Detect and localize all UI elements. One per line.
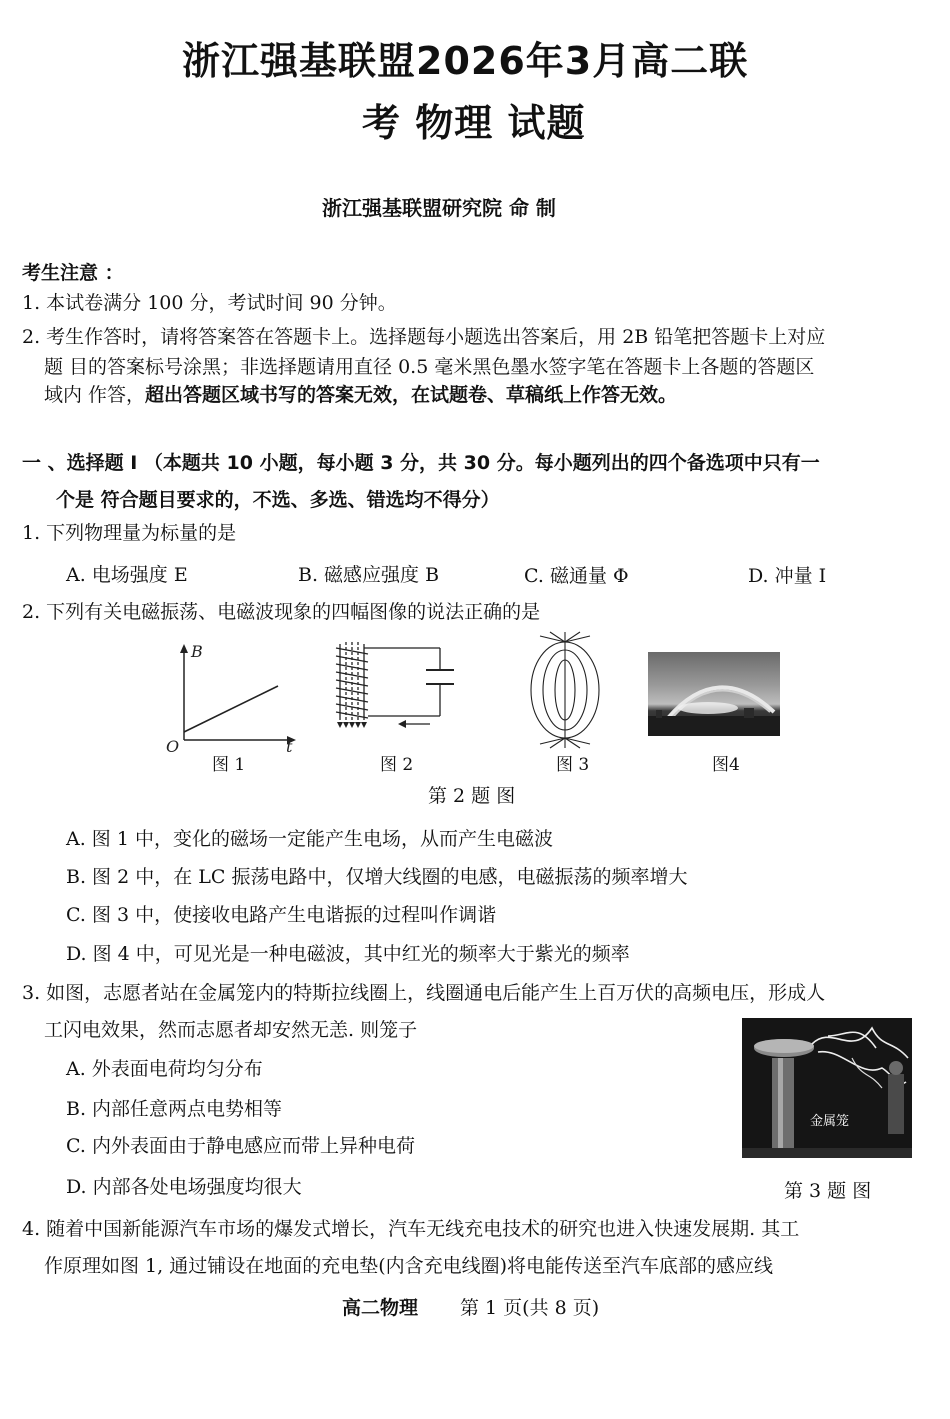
- q2-figure-1-graph: [160, 640, 300, 755]
- q2-option-b: B. 图 2 中，在 LC 振荡电路中，仅增大线圈的电感，电磁振荡的频率增大: [66, 866, 688, 888]
- notice-bold: 超出答题区域书写的答案无效，在试题卷、草稿纸上作答无效。: [145, 384, 678, 406]
- q3-option-c: C. 内外表面由于静电感应而带上异种电荷: [66, 1135, 415, 1157]
- q3-tesla-coil-photo: [742, 1018, 912, 1158]
- q3-photo-label: 金属笼: [810, 1114, 850, 1129]
- q2-stem: 2. 下列有关电磁振荡、电磁波现象的四幅图像的说法正确的是: [22, 601, 541, 623]
- q3-stem-line2: 工闪电效果，然而志愿者却安然无恙. 则笼子: [44, 1019, 418, 1041]
- exam-title-line1: 浙江强基联盟2026年3月高二联: [182, 39, 749, 83]
- q2-caption: 第 2 题 图: [428, 785, 516, 807]
- q2-figure-2-lc-circuit: [330, 640, 470, 730]
- q4-stem-line1: 4. 随着中国新能源汽车市场的爆发式增长，汽车无线充电技术的研究也进入快速发展期. 其工: [22, 1218, 800, 1240]
- section-heading-line2: 个是 符合题目要求的，不选、多选、错选均不得分）: [56, 489, 500, 511]
- q3-option-b: B. 内部任意两点电势相等: [66, 1098, 283, 1120]
- notice-text: 域内 作答，: [44, 384, 146, 406]
- notice-item-1: 1. 本试卷满分 100 分，考试时间 90 分钟。: [22, 292, 397, 314]
- q2-option-c: C. 图 3 中，使接收电路产生电谐振的过程叫作调谐: [66, 904, 497, 926]
- q2-option-a: A. 图 1 中，变化的磁场一定能产生电场，从而产生电磁波: [66, 828, 553, 850]
- q3-option-d: D. 内部各处电场强度均很大: [66, 1176, 302, 1198]
- notice-item-2: 2. 考生作答时，请将答案答在答题卡上。选择题每小题选出答案后，用 2B 铅笔把答题卡上对应: [22, 326, 826, 348]
- q1-option-c: C. 磁通量 Φ: [524, 565, 629, 587]
- axis-label-t: t: [286, 737, 293, 755]
- section-heading-line1: 一 、选择题 I （本题共 10 小题，每小题 3 分，共 30 分。每小题列出的四个备选项中只有一: [22, 452, 820, 474]
- q2-fig1-label: 图 1: [212, 755, 246, 775]
- footer-subject: 高二物理: [342, 1297, 419, 1319]
- q2-fig3-label: 图 3: [556, 755, 590, 775]
- q4-stem-line2: 作原理如图 1, 通过铺设在地面的充电垫(内含充电线圈)将电能传送至汽车底部的感应线: [44, 1255, 774, 1277]
- q1-option-d: D. 冲量 I: [748, 565, 827, 587]
- q1-stem: 1. 下列物理量为标量的是: [22, 522, 237, 544]
- q1-option-b: B. 磁感应强度 B: [298, 564, 440, 586]
- q2-figure-3-field-lines: [520, 630, 610, 750]
- q3-caption: 第 3 题 图: [784, 1180, 872, 1202]
- publisher: 浙江强基联盟研究院 命 制: [322, 196, 556, 220]
- footer-page-number: 第 1 页(共 8 页): [460, 1297, 600, 1319]
- q1-option-a: A. 电场强度 E: [66, 564, 188, 586]
- q2-fig2-label: 图 2: [380, 755, 414, 775]
- exam-title-line2: 考 物理 试题: [362, 101, 586, 145]
- q3-option-a: A. 外表面电荷均匀分布: [66, 1058, 263, 1080]
- notice-item-2-cont: 题 目的答案标号涂黑；非选择题请用直径 0.5 毫米黑色墨水签字笔在答题卡上各题的答题区: [44, 356, 815, 378]
- q3-stem-line1: 3. 如图，志愿者站在金属笼内的特斯拉线圈上，线圈通电后能产生上百万伏的高频电压，形成人: [22, 982, 826, 1004]
- axis-label-origin: O: [166, 737, 180, 755]
- notice-item-2-end: [44, 380, 677, 407]
- axis-label-b: B: [191, 642, 203, 661]
- q2-figure-4-rainbow-photo: [648, 652, 780, 736]
- q2-option-d: D. 图 4 中，可见光是一种电磁波，其中红光的频率大于紫光的频率: [66, 943, 630, 965]
- notice-heading: 考生注意 ：: [22, 262, 124, 284]
- q2-fig4-label: 图4: [712, 755, 740, 775]
